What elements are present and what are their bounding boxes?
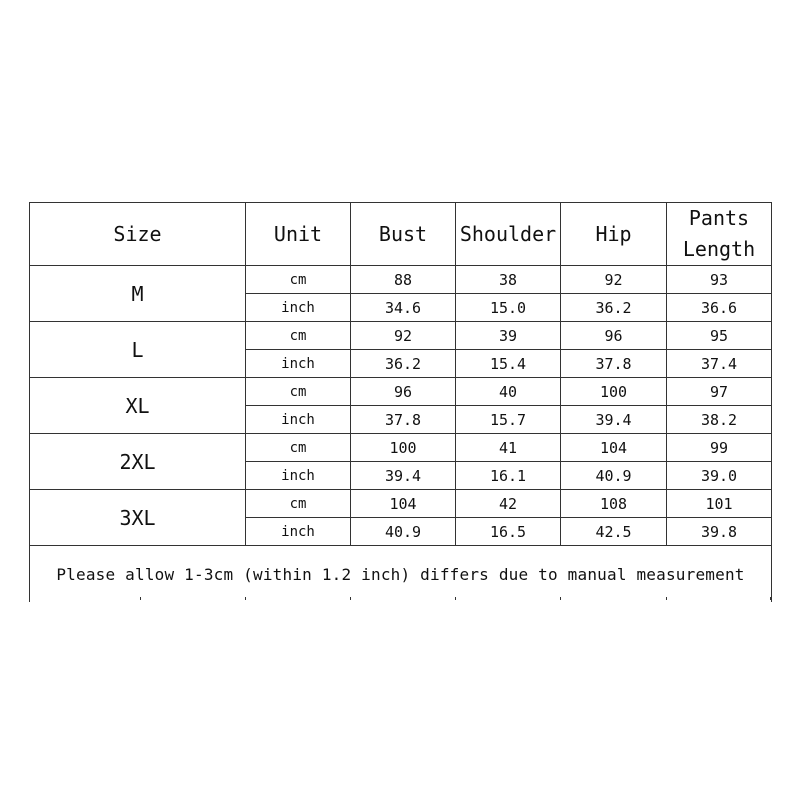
unit-cell: cm [246,434,351,462]
table-row [30,378,772,406]
header-pants-length: Pants Length [667,203,772,266]
unit-cell: inch [246,406,351,434]
bust-cell: 40.9 [351,518,456,546]
hip-cell: 92 [561,266,667,294]
hip-cell: 100 [561,378,667,406]
bust-cell: 104 [351,490,456,518]
size-label: 2XL [30,434,246,490]
size-label: 3XL [30,490,246,546]
column-tick [245,597,246,600]
shoulder-cell: 15.7 [456,406,561,434]
bust-cell: 39.4 [351,462,456,490]
shoulder-cell: 16.1 [456,462,561,490]
column-tick [455,597,456,600]
table-row [30,434,772,462]
bust-cell: 100 [351,434,456,462]
column-tick [560,597,561,600]
unit-cell: cm [246,378,351,406]
bust-cell: 96 [351,378,456,406]
header-row [30,203,772,266]
header-unit: Unit [246,203,351,266]
shoulder-cell: 15.4 [456,350,561,378]
pants-length-cell: 101 [667,490,772,518]
bust-cell: 37.8 [351,406,456,434]
hip-cell: 108 [561,490,667,518]
pants-length-cell: 36.6 [667,294,772,322]
shoulder-cell: 39 [456,322,561,350]
header-bust: Bust [351,203,456,266]
shoulder-cell: 16.5 [456,518,561,546]
size-label: XL [30,378,246,434]
measurement-note: Please allow 1-3cm (within 1.2 inch) differs due to manual measurement [30,546,772,603]
hip-cell: 96 [561,322,667,350]
hip-cell: 39.4 [561,406,667,434]
hip-cell: 40.9 [561,462,667,490]
pants-length-cell: 39.8 [667,518,772,546]
header-hip: Hip [561,203,667,266]
shoulder-cell: 40 [456,378,561,406]
size-chart-table [29,202,772,602]
shoulder-cell: 15.0 [456,294,561,322]
column-tick [140,597,141,600]
unit-cell: inch [246,518,351,546]
hip-cell: 42.5 [561,518,667,546]
table-row [30,266,772,294]
pants-length-cell: 37.4 [667,350,772,378]
unit-cell: inch [246,294,351,322]
pants-length-cell: 93 [667,266,772,294]
column-tick [666,597,667,600]
unit-cell: inch [246,462,351,490]
unit-cell: cm [246,266,351,294]
pants-length-cell: 95 [667,322,772,350]
size-label: L [30,322,246,378]
pants-length-cell: 38.2 [667,406,772,434]
shoulder-cell: 42 [456,490,561,518]
header-shoulder: Shoulder [456,203,561,266]
column-tick [350,597,351,600]
bust-cell: 36.2 [351,350,456,378]
unit-cell: inch [246,350,351,378]
note-row [30,546,772,603]
shoulder-cell: 41 [456,434,561,462]
bust-cell: 88 [351,266,456,294]
header-size: Size [30,203,246,266]
bust-cell: 34.6 [351,294,456,322]
size-label: M [30,266,246,322]
column-tick [29,597,30,600]
hip-cell: 36.2 [561,294,667,322]
pants-length-cell: 99 [667,434,772,462]
unit-cell: cm [246,322,351,350]
hip-cell: 37.8 [561,350,667,378]
column-tick [770,597,771,600]
shoulder-cell: 38 [456,266,561,294]
hip-cell: 104 [561,434,667,462]
pants-length-cell: 39.0 [667,462,772,490]
bust-cell: 92 [351,322,456,350]
table-row [30,490,772,518]
unit-cell: cm [246,490,351,518]
pants-length-cell: 97 [667,378,772,406]
table-row [30,322,772,350]
